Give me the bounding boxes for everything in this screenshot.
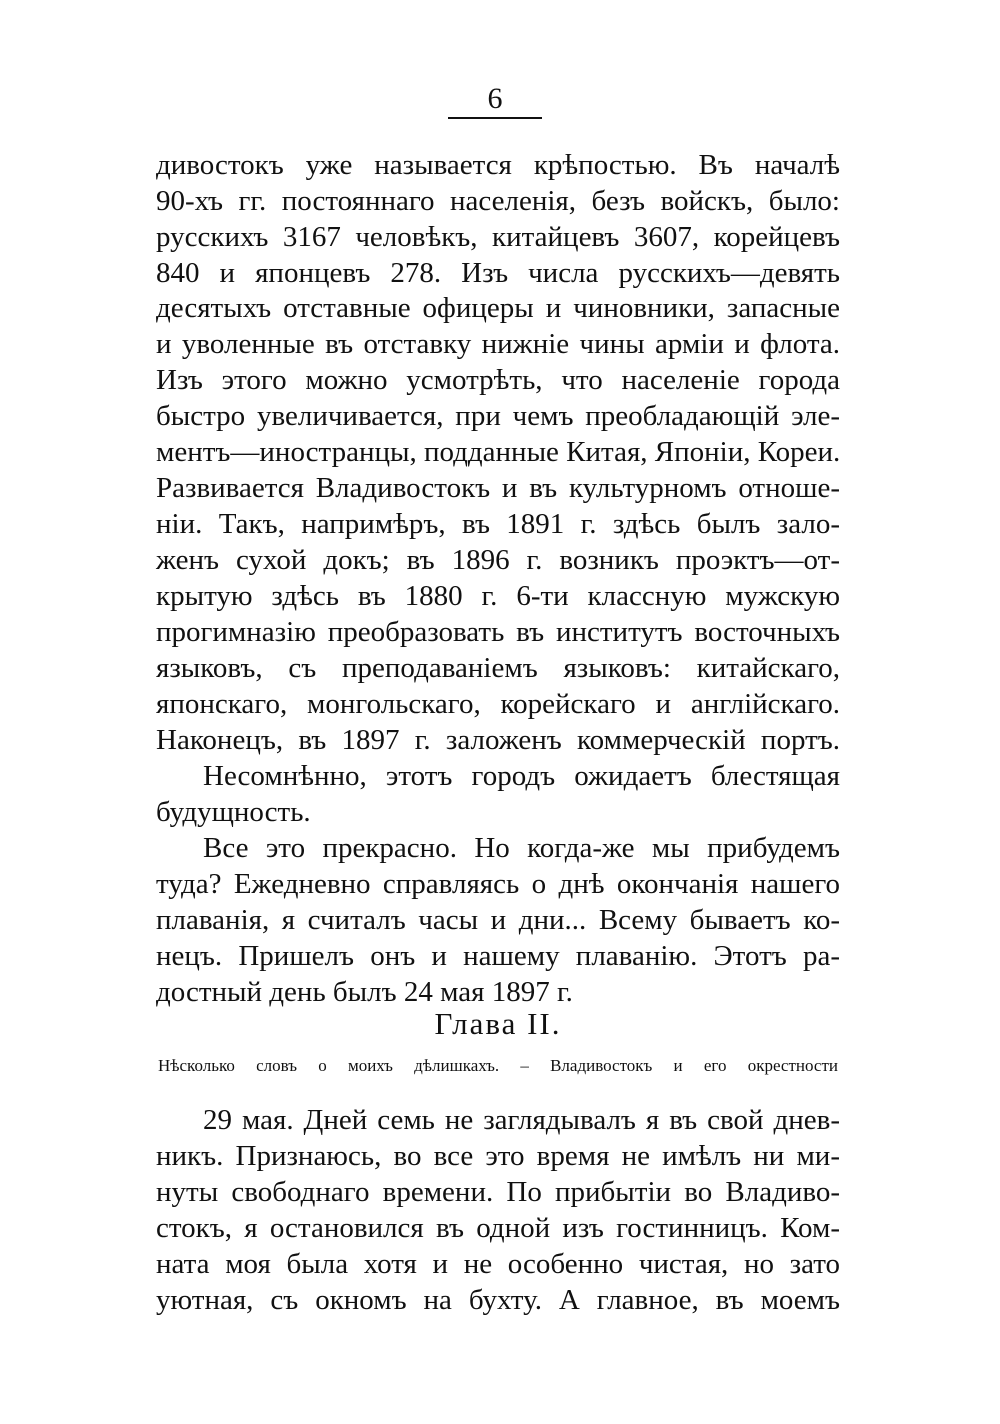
- text-line: ніи. Такъ, напримѣръ, въ 1891 г. здѣсь былъ зало-: [156, 508, 840, 540]
- chapter-title: Глава II.: [434, 1006, 562, 1041]
- text-line: плаванія, я считалъ часы и дни... Всему бываетъ ко-: [156, 904, 840, 936]
- page-number-rule: [448, 117, 542, 119]
- text-line: 90-хъ гг. постояннаго населенія, безъ войскъ, было:: [156, 185, 840, 217]
- text-line: дивостокъ уже называется крѣпостью. Въ началѣ: [156, 149, 840, 181]
- text-line: языковъ, съ преподаваніемъ языковъ: китайскаго,: [156, 652, 840, 684]
- text-line: быстро увеличивается, при чемъ преобладающій эле-: [156, 400, 840, 432]
- text-line: туда? Ежедневно справляясь о днѣ окончанія нашего: [156, 868, 840, 900]
- text-line: уютная, съ окномъ на бухту. А главное, въ моемъ: [156, 1284, 840, 1316]
- text-line: прогимназію преобразовать въ институтъ восточныхъ: [156, 616, 840, 648]
- text-line: Изъ этого можно усмотрѣть, что населеніе города: [156, 364, 840, 396]
- text-line: будущность.: [156, 796, 311, 828]
- text-line: Развивается Владивостокъ и въ культурномъ отноше-: [156, 472, 840, 504]
- text-line: стокъ, я остановился въ одной изъ гостинницъ. Ком-: [156, 1212, 840, 1244]
- text-line: японскаго, монгольскаго, корейскаго и англійскаго.: [156, 688, 840, 720]
- text-line: Все это прекрасно. Но когда-же мы прибудемъ: [203, 832, 840, 864]
- text-line: никъ. Признаюсь, во все это время не имѣлъ ни ми-: [156, 1140, 840, 1172]
- text-line: 840 и японцевъ 278. Изъ числа русскихъ—девять: [156, 257, 840, 289]
- text-line: 29 мая. Дней семь не заглядывалъ я въ свой днев-: [203, 1104, 840, 1136]
- text-line: Наконецъ, въ 1897 г. заложенъ коммерческій портъ.: [156, 724, 840, 756]
- text-line: женъ сухой докъ; въ 1896 г. возникъ проэктъ—от-: [156, 544, 840, 576]
- text-line: Несомнѣнно, этотъ городъ ожидаетъ блестящая: [203, 760, 840, 792]
- text-line: ментъ—иностранцы, подданные Китая, Японіи, Кореи.: [156, 436, 841, 468]
- page-number: 6: [487, 82, 503, 115]
- chapter-subtitle: Нѣсколько словъ о моихъ дѣлишкахъ. – Владивостокъ и его окрестности: [158, 1056, 838, 1075]
- text-line: десятыхъ отставные офицеры и чиновники, запасные: [156, 292, 840, 324]
- text-line: ната моя была хотя и не особенно чистая, но зато: [156, 1248, 840, 1280]
- text-line: нуты свободнаго времени. По прибытіи во Владиво-: [156, 1176, 840, 1208]
- text-line: нецъ. Пришелъ онъ и нашему плаванію. Этотъ ра-: [156, 940, 840, 972]
- text-line: крытую здѣсь въ 1880 г. 6-ти классную мужскую: [156, 580, 840, 612]
- text-line: достный день былъ 24 мая 1897 г.: [156, 976, 573, 1008]
- text-line: русскихъ 3167 человѣкъ, китайцевъ 3607, корейцевъ: [156, 221, 840, 253]
- text-line: и уволенные въ отставку нижніе чины арміи и флота.: [156, 328, 840, 360]
